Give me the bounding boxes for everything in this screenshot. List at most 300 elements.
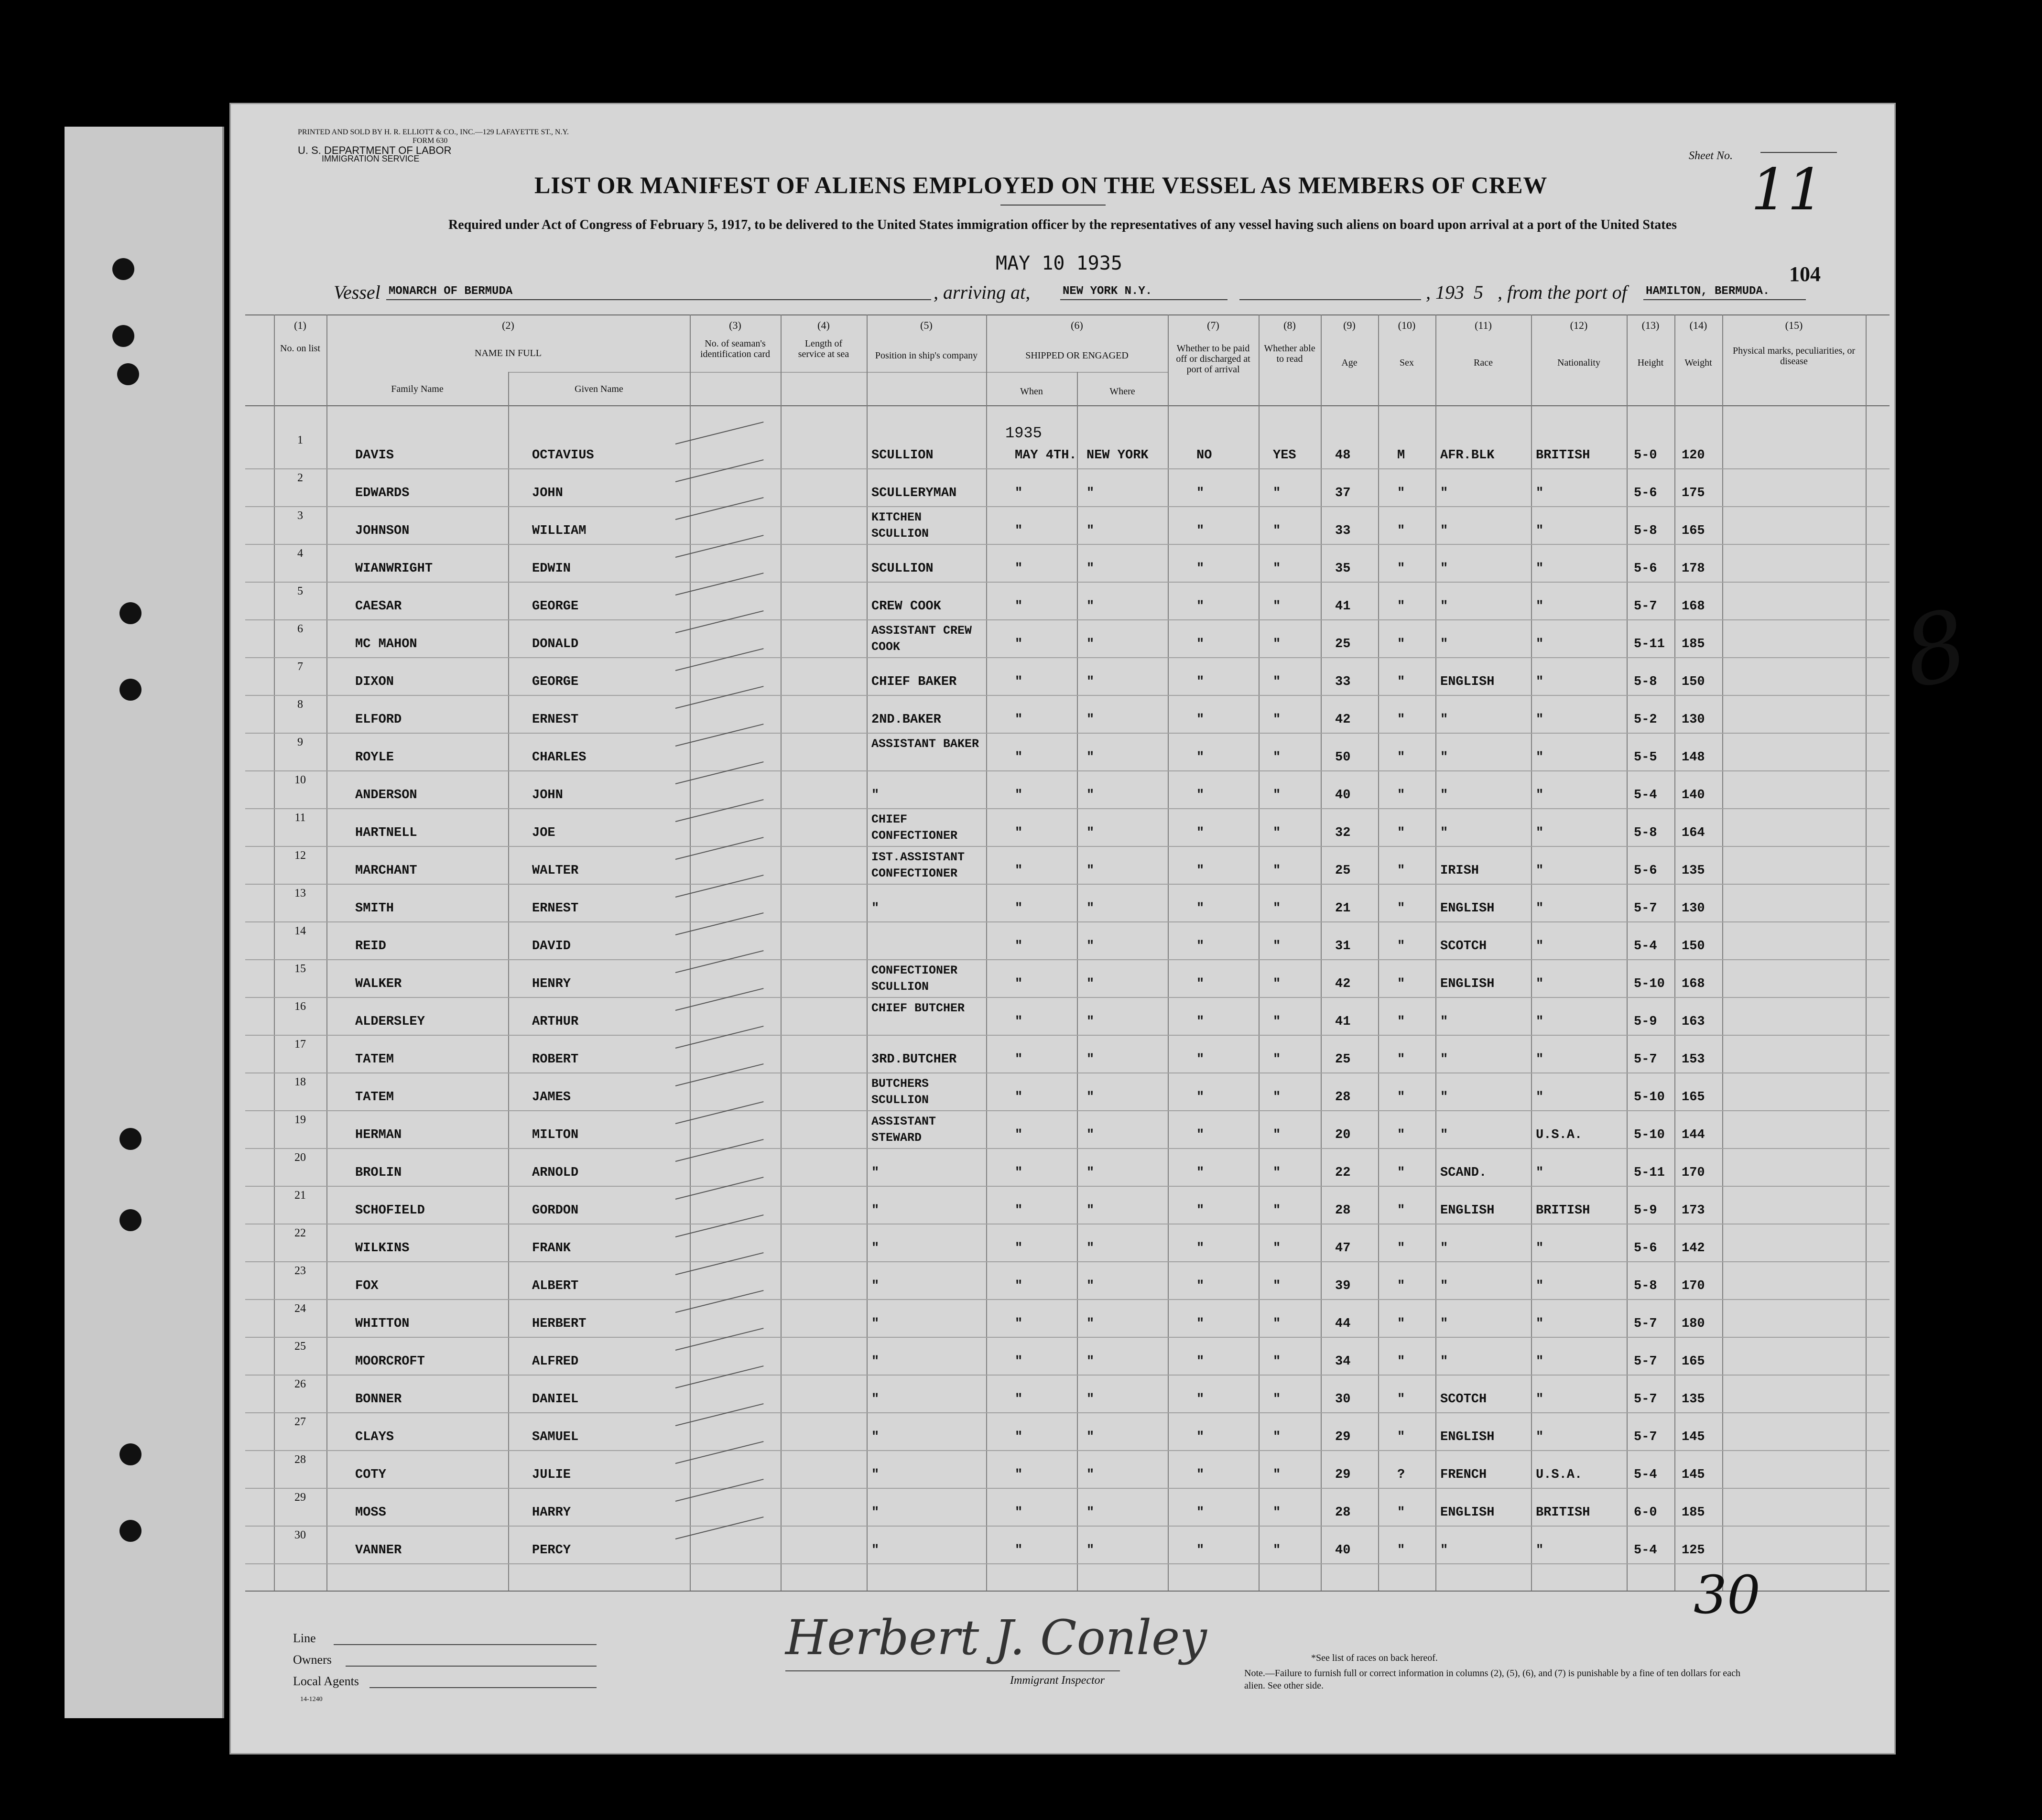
cell-sex: " [1397, 788, 1405, 802]
col-3-label: No. of seaman's identification card [700, 338, 771, 359]
cell-nationality: " [1536, 1015, 1544, 1029]
cell-race: " [1440, 1317, 1448, 1331]
cell-race: " [1440, 1279, 1448, 1293]
cell-weight: 163 [1682, 1015, 1705, 1029]
shipped-year: 1935 [1005, 424, 1042, 442]
cell-sex: " [1397, 1354, 1405, 1369]
cell-position: " [871, 1241, 880, 1256]
cell-nationality: " [1536, 1543, 1544, 1558]
cell-paid-off: " [1196, 1052, 1205, 1067]
cell-age: 47 [1335, 1241, 1351, 1256]
row-rule [245, 770, 1890, 771]
cell-given-name: JAMES [532, 1090, 571, 1105]
cell-paid-off: " [1196, 1506, 1205, 1520]
cell-shipped-where: " [1086, 939, 1095, 953]
cell-height: 5-8 [1634, 1279, 1657, 1293]
id-card-check-mark [675, 459, 764, 482]
cell-nationality: " [1536, 1090, 1544, 1105]
id-card-check-mark [675, 1479, 764, 1502]
cell-shipped-where: " [1086, 750, 1095, 765]
row-number: 26 [294, 1378, 306, 1390]
cell-age: 35 [1335, 562, 1351, 576]
back-page-edge [65, 127, 224, 1718]
date-rule [1239, 299, 1421, 300]
cell-able-to-read: " [1273, 1392, 1281, 1407]
cell-age: 29 [1335, 1430, 1351, 1444]
cell-nationality: " [1536, 1241, 1544, 1256]
row-rule [245, 884, 1890, 885]
cell-sex: M [1397, 448, 1405, 463]
row-number: 1 [297, 434, 303, 446]
id-card-check-mark [675, 686, 764, 709]
row-rule [245, 657, 1890, 658]
cell-height: 5-7 [1634, 901, 1657, 916]
cell-shipped-when: " [1015, 750, 1023, 765]
cell-weight: 150 [1682, 675, 1705, 689]
cell-family-name: BONNER [355, 1392, 402, 1407]
cell-weight: 175 [1682, 486, 1705, 500]
cell-paid-off: " [1196, 486, 1205, 500]
cell-weight: 135 [1682, 864, 1705, 878]
cell-shipped-when: " [1015, 524, 1023, 538]
cell-family-name: HARTNELL [355, 826, 417, 840]
cell-weight: 140 [1682, 788, 1705, 802]
cell-shipped-when: " [1015, 637, 1023, 651]
cell-shipped-where: " [1086, 977, 1095, 991]
cell-shipped-when: " [1015, 864, 1023, 878]
cell-nationality: " [1536, 486, 1544, 500]
row-number: 7 [297, 661, 303, 673]
id-card-check-mark [675, 1252, 764, 1275]
cell-family-name: JOHNSON [355, 524, 410, 538]
cell-nationality: " [1536, 901, 1544, 916]
col-6-label: SHIPPED OR ENGAGED [1025, 350, 1129, 361]
cell-position: " [871, 1430, 880, 1444]
cell-nationality: " [1536, 524, 1544, 538]
cell-weight: 144 [1682, 1128, 1705, 1142]
cell-paid-off: " [1196, 637, 1205, 651]
col-11-number: (11) [1475, 319, 1492, 331]
cell-weight: 135 [1682, 1392, 1705, 1407]
agents-label: Local Agents [293, 1674, 359, 1688]
receipt-stamp: MAY 10 1935 [996, 252, 1122, 274]
cell-shipped-when: " [1015, 977, 1023, 991]
row-number: 13 [294, 887, 306, 899]
col-5-number: (5) [920, 319, 933, 331]
cell-shipped-where: " [1086, 562, 1095, 576]
cell-age: 28 [1335, 1090, 1351, 1105]
cell-age: 20 [1335, 1128, 1351, 1142]
inspector-label: Immigrant Inspector [1010, 1674, 1105, 1687]
cell-given-name: FRANK [532, 1241, 571, 1256]
cell-weight: 130 [1682, 713, 1705, 727]
cell-paid-off: " [1196, 1543, 1205, 1558]
cell-weight: 165 [1682, 1354, 1705, 1369]
col-8-label: Whether able to read [1264, 343, 1315, 364]
cell-position: CREW COOK [871, 599, 941, 614]
cell-height: 5-9 [1634, 1015, 1657, 1029]
cell-family-name: MC MAHON [355, 637, 417, 651]
cell-weight: 145 [1682, 1468, 1705, 1482]
cell-height: 5-7 [1634, 599, 1657, 614]
cell-shipped-where: " [1086, 1354, 1095, 1369]
cell-able-to-read: " [1273, 1543, 1281, 1558]
cell-paid-off: NO [1196, 448, 1212, 463]
page-number: 104 [1789, 262, 1821, 286]
row-rule [245, 1563, 1890, 1564]
cell-position: ASSISTANT CREW COOK [871, 624, 972, 654]
cell-age: 33 [1335, 675, 1351, 689]
id-card-check-mark [675, 875, 764, 898]
cell-weight: 148 [1682, 750, 1705, 765]
cell-shipped-where: " [1086, 599, 1095, 614]
cell-shipped-where: " [1086, 1543, 1095, 1558]
cell-given-name: ARTHUR [532, 1015, 579, 1029]
cell-height: 5-9 [1634, 1203, 1657, 1218]
cell-able-to-read: " [1273, 675, 1281, 689]
cell-position: " [871, 1392, 880, 1407]
id-card-check-mark [675, 1290, 764, 1313]
cell-shipped-when: " [1015, 939, 1023, 953]
cell-sex: " [1397, 864, 1405, 878]
when-header: When [1020, 386, 1043, 397]
cell-paid-off: " [1196, 562, 1205, 576]
cell-weight: 168 [1682, 599, 1705, 614]
cell-shipped-when: " [1015, 1354, 1023, 1369]
cell-position: SCULLION [871, 448, 934, 463]
cell-shipped-where: " [1086, 901, 1095, 916]
cell-sex: " [1397, 713, 1405, 727]
cell-sex: " [1397, 1279, 1405, 1293]
cell-family-name: VANNER [355, 1543, 402, 1558]
cell-family-name: COTY [355, 1468, 386, 1482]
cell-paid-off: " [1196, 599, 1205, 614]
cell-race: " [1440, 788, 1448, 802]
col-15-label: Physical marks, peculiarities, or disease [1732, 346, 1856, 367]
vessel-label: Vessel [334, 282, 380, 303]
cell-height: 5-4 [1634, 1543, 1657, 1558]
cell-sex: " [1397, 1392, 1405, 1407]
cell-position: IST.ASSISTANT CONFECTIONER [871, 850, 965, 880]
row-rule [245, 544, 1890, 545]
cell-shipped-when: " [1015, 1241, 1023, 1256]
cell-sex: " [1397, 1166, 1405, 1180]
cell-able-to-read: " [1273, 637, 1281, 651]
cell-given-name: JOHN [532, 486, 563, 500]
cell-nationality: " [1536, 1166, 1544, 1180]
cell-sex: " [1397, 486, 1405, 500]
cell-height: 5-7 [1634, 1392, 1657, 1407]
cell-shipped-where: " [1086, 1506, 1095, 1520]
cell-paid-off: " [1196, 524, 1205, 538]
cell-nationality: " [1536, 675, 1544, 689]
cell-nationality: " [1536, 599, 1544, 614]
cell-shipped-where: " [1086, 1241, 1095, 1256]
cell-nationality: U.S.A. [1536, 1128, 1583, 1142]
side-mark: 8 [1894, 588, 1977, 710]
cell-shipped-where: " [1086, 1392, 1095, 1407]
cell-race: " [1440, 1128, 1448, 1142]
row-number: 24 [294, 1302, 306, 1315]
cell-race: ENGLISH [1440, 977, 1495, 991]
row-number: 25 [294, 1340, 306, 1353]
cell-family-name: DIXON [355, 675, 394, 689]
row-rule [245, 1526, 1890, 1527]
cell-paid-off: " [1196, 1203, 1205, 1218]
cell-family-name: SMITH [355, 901, 394, 916]
cell-family-name: BROLIN [355, 1166, 402, 1180]
cell-sex: ? [1397, 1468, 1405, 1482]
col-2-number: (2) [502, 319, 514, 331]
cell-able-to-read: " [1273, 1128, 1281, 1142]
cell-given-name: GEORGE [532, 675, 579, 689]
cell-age: 33 [1335, 524, 1351, 538]
cell-age: 28 [1335, 1506, 1351, 1520]
cell-weight: 150 [1682, 939, 1705, 953]
cell-position: " [871, 901, 880, 916]
id-card-check-mark [675, 988, 764, 1011]
row-rule [245, 695, 1890, 696]
cell-height: 5-4 [1634, 788, 1657, 802]
header-top-rule [245, 314, 1890, 315]
cell-weight: 180 [1682, 1317, 1705, 1331]
cell-sex: " [1397, 599, 1405, 614]
binder-hole [119, 1520, 141, 1542]
cell-shipped-when: " [1015, 675, 1023, 689]
cell-age: 42 [1335, 977, 1351, 991]
col-10-number: (10) [1398, 319, 1416, 331]
cell-nationality: " [1536, 1430, 1544, 1444]
col-8-number: (8) [1283, 319, 1296, 331]
row-number: 28 [294, 1453, 306, 1466]
col-9-label: Age [1341, 358, 1358, 368]
cell-position: CHIEF BUTCHER [871, 1001, 965, 1015]
col-4-label: Length of service at sea [798, 338, 849, 359]
cell-shipped-when: " [1015, 1543, 1023, 1558]
cell-height: 5-6 [1634, 1241, 1657, 1256]
col-10-label: Sex [1400, 358, 1414, 368]
col-9-number: (9) [1343, 319, 1356, 331]
cell-able-to-read: " [1273, 1241, 1281, 1256]
cell-age: 28 [1335, 1203, 1351, 1218]
binder-hole [119, 679, 141, 701]
cell-able-to-read: YES [1273, 448, 1296, 463]
cell-position: CHIEF CONFECTIONER [871, 812, 958, 843]
col-rule [508, 372, 509, 1591]
cell-nationality: U.S.A. [1536, 1468, 1583, 1482]
cell-paid-off: " [1196, 826, 1205, 840]
cell-given-name: ERNEST [532, 713, 579, 727]
cell-weight: 165 [1682, 524, 1705, 538]
line-label: Line [293, 1631, 316, 1645]
where-header: Where [1109, 386, 1135, 397]
cell-able-to-read: " [1273, 1203, 1281, 1218]
cell-race: " [1440, 524, 1448, 538]
row-number: 18 [294, 1076, 306, 1088]
departure-rule [1643, 299, 1806, 300]
cell-nationality: " [1536, 788, 1544, 802]
cell-given-name: CHARLES [532, 750, 587, 765]
cell-height: 5-10 [1634, 977, 1665, 991]
cell-race: ENGLISH [1440, 1430, 1495, 1444]
cell-shipped-where: " [1086, 1052, 1095, 1067]
cell-shipped-when: " [1015, 1203, 1023, 1218]
cell-given-name: WILLIAM [532, 524, 587, 538]
cell-given-name: SAMUEL [532, 1430, 579, 1444]
row-number: 22 [294, 1227, 306, 1239]
cell-age: 25 [1335, 864, 1351, 878]
cell-shipped-when: " [1015, 1317, 1023, 1331]
cell-shipped-where: " [1086, 826, 1095, 840]
cell-family-name: HERMAN [355, 1128, 402, 1142]
owners-rule [346, 1666, 597, 1667]
cell-shipped-when: " [1015, 826, 1023, 840]
cell-shipped-where: " [1086, 1279, 1095, 1293]
cell-shipped-when: " [1015, 1128, 1023, 1142]
cell-family-name: MOSS [355, 1506, 386, 1520]
cell-shipped-where: " [1086, 486, 1095, 500]
row-rule [245, 1450, 1890, 1451]
cell-shipped-when: " [1015, 1090, 1023, 1105]
cell-given-name: HERBERT [532, 1317, 587, 1331]
id-card-check-mark [675, 1214, 764, 1237]
cell-paid-off: " [1196, 1166, 1205, 1180]
cell-family-name: WIANWRIGHT [355, 562, 433, 576]
id-card-check-mark [675, 761, 764, 784]
cell-weight: 130 [1682, 901, 1705, 916]
id-card-check-mark [675, 1441, 764, 1464]
cell-position: CONFECTIONER SCULLION [871, 964, 958, 994]
cell-shipped-where: " [1086, 1090, 1095, 1105]
cell-paid-off: " [1196, 1317, 1205, 1331]
service-name: IMMIGRATION SERVICE [322, 154, 420, 163]
cell-family-name: CAESAR [355, 599, 402, 614]
row-rule [245, 1375, 1890, 1376]
cell-shipped-where: " [1086, 1430, 1095, 1444]
cell-nationality: " [1536, 939, 1544, 953]
cell-able-to-read: " [1273, 1354, 1281, 1369]
vessel-name: MONARCH OF BERMUDA [389, 285, 513, 298]
cell-weight: 178 [1682, 562, 1705, 576]
cell-height: 5-7 [1634, 1317, 1657, 1331]
cell-nationality: BRITISH [1536, 448, 1590, 463]
cell-position: 3RD.BUTCHER [871, 1052, 957, 1067]
arrival-port: NEW YORK N.Y. [1063, 285, 1152, 298]
row-number: 2 [297, 472, 303, 484]
cell-age: 50 [1335, 750, 1351, 765]
cell-age: 40 [1335, 788, 1351, 802]
row-number: 15 [294, 963, 306, 975]
cell-sex: " [1397, 675, 1405, 689]
cell-given-name: JOE [532, 826, 555, 840]
row-number: 23 [294, 1265, 306, 1277]
cell-nationality: " [1536, 637, 1544, 651]
row-rule [245, 997, 1890, 998]
cell-shipped-when: " [1015, 713, 1023, 727]
cell-nationality: " [1536, 826, 1544, 840]
cell-height: 5-5 [1634, 750, 1657, 765]
cell-able-to-read: " [1273, 562, 1281, 576]
cell-shipped-when: " [1015, 562, 1023, 576]
row-rule [245, 468, 1890, 469]
cell-age: 25 [1335, 637, 1351, 651]
cell-shipped-where: " [1086, 1203, 1095, 1218]
row-number: 3 [297, 509, 303, 522]
cell-paid-off: " [1196, 1015, 1205, 1029]
handwritten-total: 30 [1694, 1564, 1760, 1625]
col-7-number: (7) [1207, 319, 1219, 331]
cell-sex: " [1397, 1543, 1405, 1558]
cell-age: 48 [1335, 448, 1351, 463]
cell-paid-off: " [1196, 1241, 1205, 1256]
cell-family-name: WILKINS [355, 1241, 410, 1256]
cell-shipped-when: " [1015, 1015, 1023, 1029]
cell-sex: " [1397, 1128, 1405, 1142]
row-rule [245, 921, 1890, 922]
id-card-check-mark [675, 837, 764, 860]
cell-height: 5-11 [1634, 637, 1665, 651]
cell-age: 30 [1335, 1392, 1351, 1407]
cell-able-to-read: " [1273, 1279, 1281, 1293]
cell-position: " [871, 1166, 880, 1180]
row-number: 10 [294, 774, 306, 786]
row-number: 19 [294, 1114, 306, 1126]
id-card-check-mark [675, 1177, 764, 1200]
cell-sex: " [1397, 637, 1405, 651]
cell-height: 5-4 [1634, 1468, 1657, 1482]
cell-height: 5-8 [1634, 675, 1657, 689]
cell-family-name: WHITTON [355, 1317, 410, 1331]
cell-age: 34 [1335, 1354, 1351, 1369]
cell-family-name: REID [355, 939, 386, 953]
cell-sex: " [1397, 524, 1405, 538]
id-card-check-mark [675, 497, 764, 520]
cell-height: 5-2 [1634, 713, 1657, 727]
cell-shipped-where: " [1086, 1317, 1095, 1331]
row-number: 20 [294, 1151, 306, 1164]
row-number: 4 [297, 547, 303, 560]
col-5-label: Position in ship's company [875, 350, 978, 361]
row-number: 21 [294, 1189, 306, 1202]
cell-shipped-where: " [1086, 1166, 1095, 1180]
cell-race: " [1440, 599, 1448, 614]
sheet-no-label: Sheet No. [1689, 150, 1733, 162]
owners-label: Owners [293, 1653, 332, 1667]
cell-position: KITCHEN SCULLION [871, 510, 929, 541]
cell-shipped-when: " [1015, 1430, 1023, 1444]
cell-position: " [871, 1203, 880, 1218]
cell-weight: 153 [1682, 1052, 1705, 1067]
cell-given-name: GORDON [532, 1203, 579, 1218]
penalty-note: Note.—Failure to furnish full or correct information in columns (2), (5), (6), and (7) is punishable by a fine of ten dollars for each alien. See other side. [1244, 1668, 1741, 1691]
cell-height: 5-6 [1634, 562, 1657, 576]
cell-nationality: " [1536, 1279, 1544, 1293]
cell-given-name: WALTER [532, 864, 579, 878]
cell-shipped-where: " [1086, 713, 1095, 727]
id-card-check-mark [675, 799, 764, 822]
cell-sex: " [1397, 1430, 1405, 1444]
cell-age: 42 [1335, 713, 1351, 727]
cell-position: " [871, 1506, 880, 1520]
cell-age: 22 [1335, 1166, 1351, 1180]
cell-shipped-where: " [1086, 637, 1095, 651]
cell-able-to-read: " [1273, 939, 1281, 953]
cell-race: SCAND. [1440, 1166, 1487, 1180]
cell-paid-off: " [1196, 864, 1205, 878]
id-card-check-mark [675, 535, 764, 558]
cell-sex: " [1397, 826, 1405, 840]
title-rule [1000, 205, 1106, 206]
